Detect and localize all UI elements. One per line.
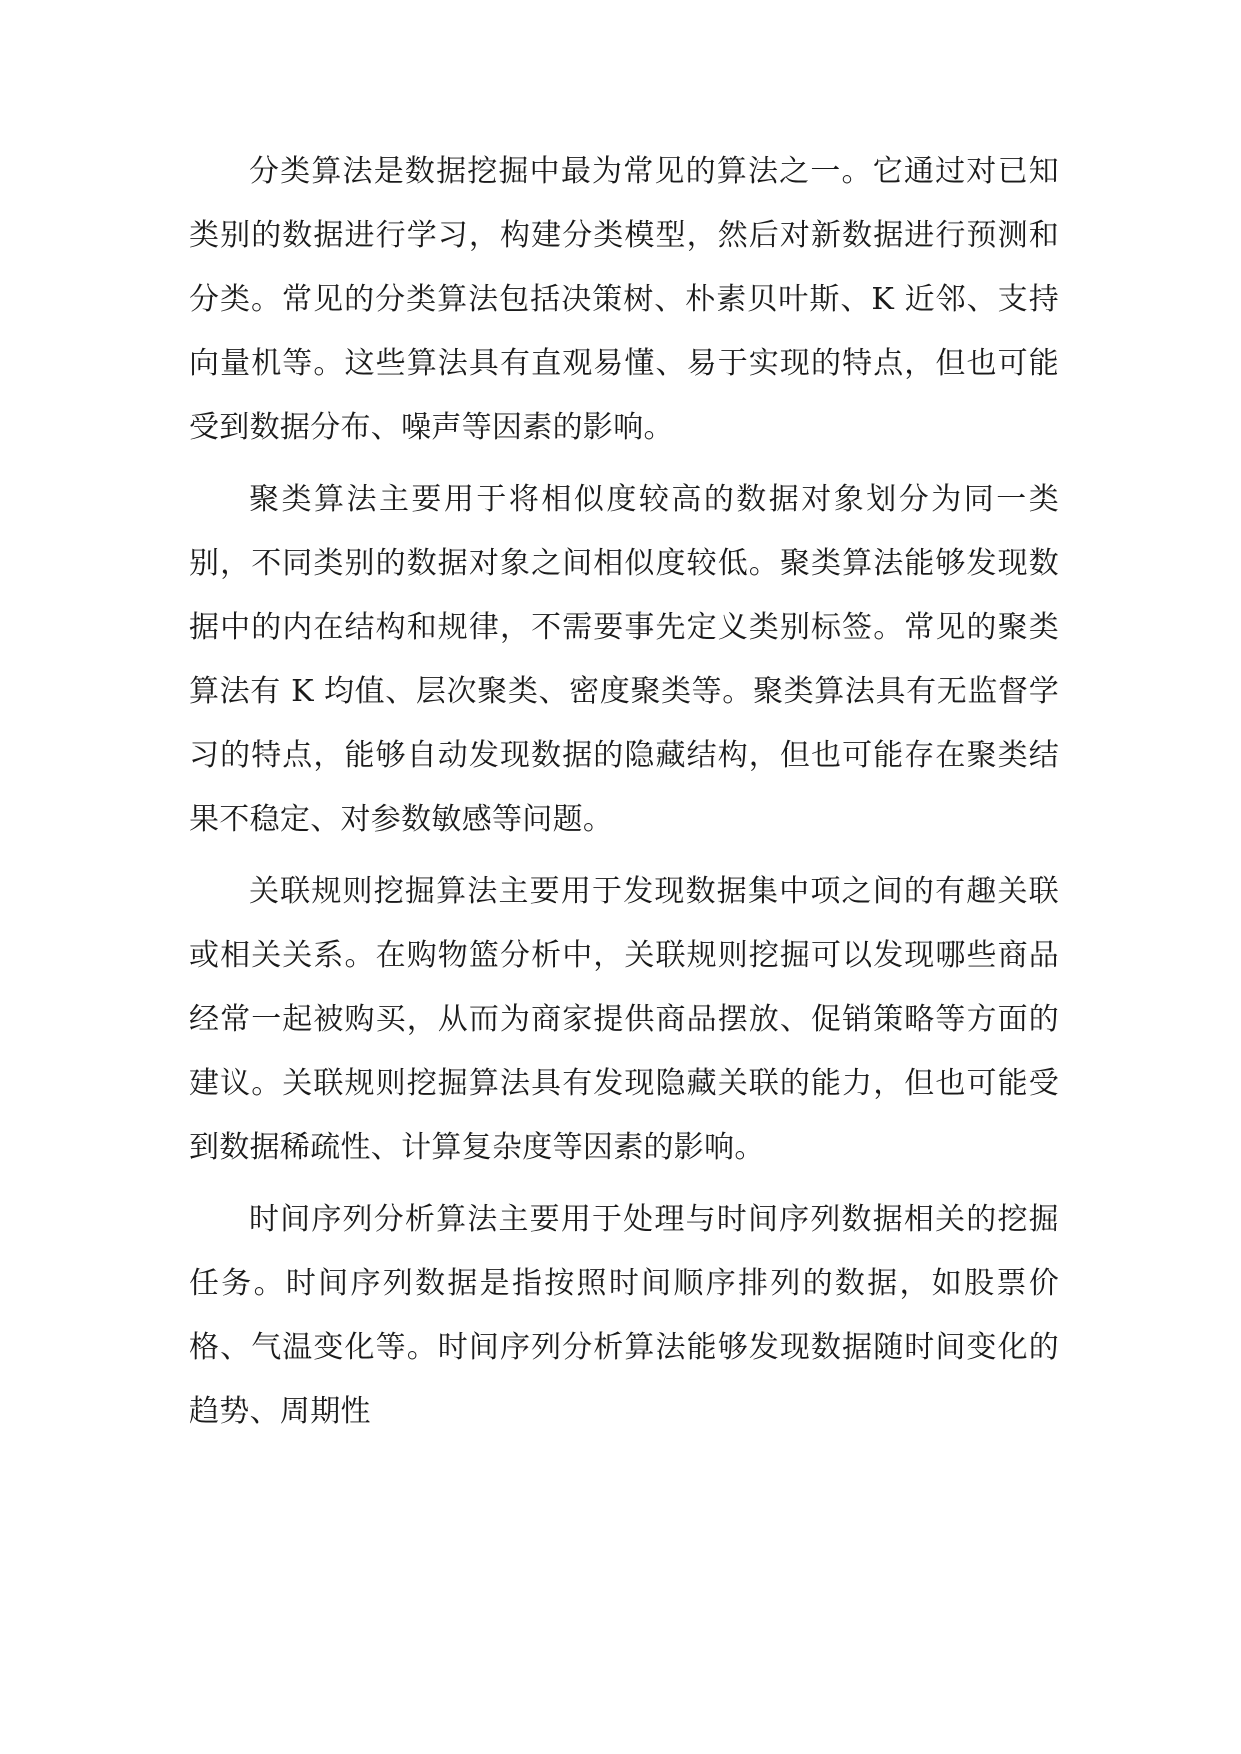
document-body <box>189 140 1059 1444</box>
paragraph-time-series: 时间序列分析算法主要用于处理与时间序列数据相关的挖掘任务。时间序列数据是指按照时间顺序排列的数据，如股票价格、气温变化等。时间序列分析算法能够发现数据随时间变化的趋势、周期性 <box>189 1202 1059 1429</box>
paragraph-clustering: 聚类算法主要用于将相似度较高的数据对象划分为同一类别，不同类别的数据对象之间相似度较低。聚类算法能够发现数据中的内在结构和规律，不需要事先定义类别标签。常见的聚类算法有 K 均值、层次聚类、密度聚类等。聚类算法具有无监督学习的特点，能够自动发现数据的隐藏结构，但也可能存在聚类结果不稳定、对参数敏感等问题。 <box>189 482 1059 837</box>
paragraph-classification: 分类算法是数据挖掘中最为常见的算法之一。它通过对已知类别的数据进行学习，构建分类模型，然后对新数据进行预测和分类。常见的分类算法包括决策树、朴素贝叶斯、K 近邻、支持向量机等。这些算法具有直观易懂、易于实现的特点，但也可能受到数据分布、噪声等因素的影响。 <box>189 154 1059 445</box>
paragraph-association-rules: 关联规则挖掘算法主要用于发现数据集中项之间的有趣关联或相关关系。在购物篮分析中，关联规则挖掘可以发现哪些商品经常一起被购买，从而为商家提供商品摆放、促销策略等方面的建议。关联规则挖掘算法具有发现隐藏关联的能力，但也可能受到数据稀疏性、计算复杂度等因素的影响。 <box>189 874 1059 1165</box>
